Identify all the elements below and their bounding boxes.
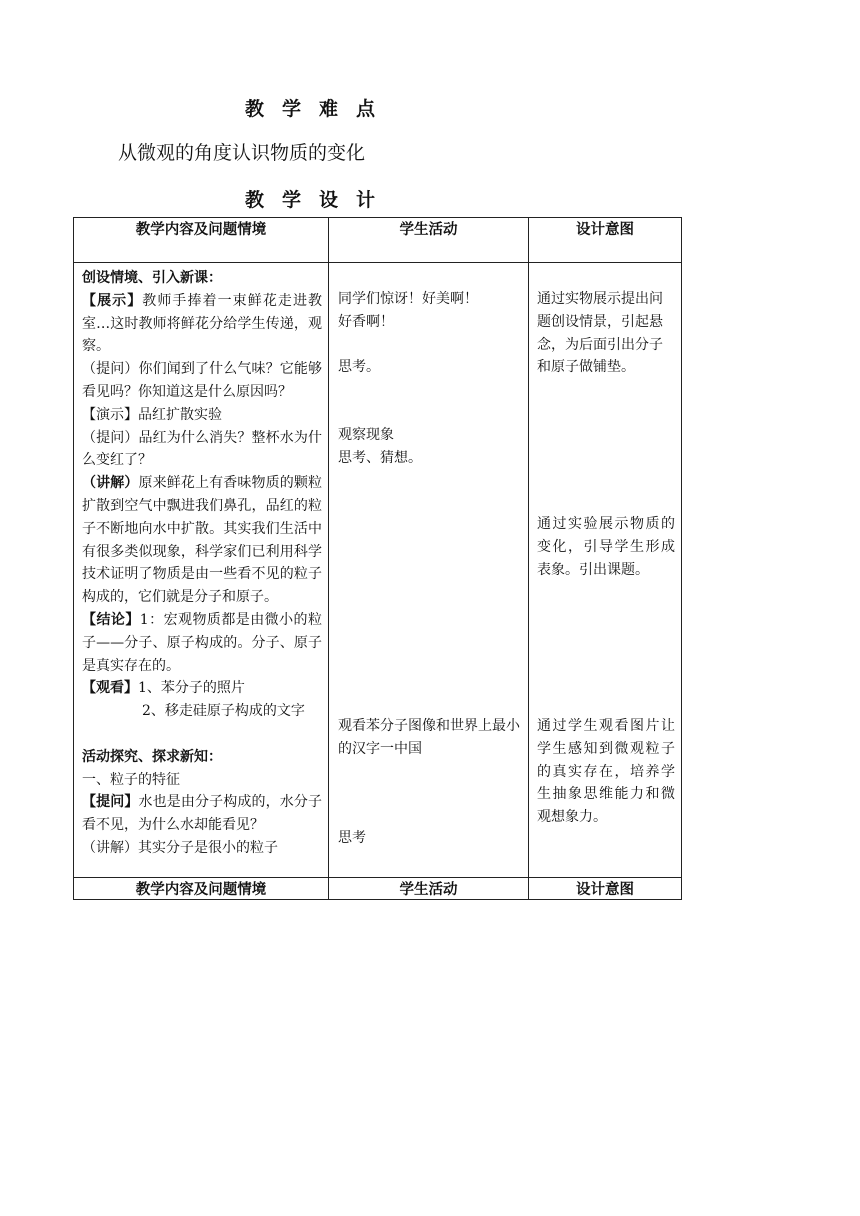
section-explore-title: 活动探究、探求新知： (82, 748, 222, 765)
text-display: 【展示】教师手捧着一束鲜花走进教室…这时教师将鲜花分给学生传递，观察。 (82, 292, 323, 355)
table-footer-row (74, 878, 682, 900)
activity-observe: 观察现象 思考、猜想。 (338, 427, 422, 466)
heading-teaching-design: 教学设计 (245, 189, 394, 211)
design-intent-cell (529, 263, 682, 878)
text-watch: 【观看】1、苯分子的照片 (82, 680, 245, 697)
header-design-intent: 设计意图 (529, 218, 682, 263)
intent-display: 通过实物展示提出问题创设情景，引起悬念，为后面引出分子和原子做铺垫。 (537, 291, 663, 376)
text-demo: 【演示】品红扩散实验 (82, 406, 222, 423)
text-explanation: （讲解）原来鲜花上有香味物质的颗粒扩散到空气中飘进我们鼻孔，品红的粒子不断地向水中扩散。其实我们生活中有很多类似现象，科学家们已利用科学技术证明了物质是由一些看不见的粒子构成的，它们就是分子和原子。 (82, 475, 322, 606)
text-question-2: （提问）品红为什么消失？整杯水为什么变红了？ (82, 429, 322, 469)
text-conclusion: 【结论】1：宏观物质都是由微小的粒子——分子、原子构成的。分子、原子是真实存在的。 (82, 611, 322, 674)
activity-watch-images: 观看苯分子图像和世界上最小的汉字一中国 (338, 718, 520, 757)
section-intro-title: 创设情境、引入新课： (82, 270, 222, 286)
activity-surprise: 同学们惊讶！好美啊！ 好香啊！ (338, 291, 478, 330)
text-question-3: 【提问】水也是由分子构成的，水分子看不见，为什么水却能看见？ (82, 794, 322, 834)
footer-student-activity: 学生活动 (329, 878, 529, 900)
difficulty-description: 从微观的角度认识物质的变化 (118, 142, 366, 164)
heading-teaching-difficulty: 教学难点 (245, 98, 394, 120)
activity-think: 思考。 (338, 359, 380, 375)
header-student-activity: 学生活动 (329, 218, 529, 263)
table-body-row (74, 263, 682, 878)
footer-design-intent: 设计意图 (529, 878, 682, 900)
content-cell (74, 263, 329, 878)
text-particle-features: 一、粒子的特征 (82, 771, 180, 788)
student-activity-cell (329, 263, 529, 878)
text-explanation-2: （讲解）其实分子是很小的粒子 (82, 839, 278, 856)
intent-experiment: 通过实验展示物质的变化，引导学生形成表象。引出课题。 (537, 516, 675, 578)
activity-think-2: 思考 (338, 830, 366, 846)
footer-content: 教学内容及问题情境 (74, 878, 329, 900)
text-watch-2: 2、移走硅原子构成的文字 (142, 703, 305, 720)
intent-images: 通过学生观看图片让学生感知到微观粒子的真实存在，培养学生抽象思维能力和微观想象力。 (537, 718, 675, 826)
lesson-plan-table (73, 217, 682, 900)
table-header-row (74, 218, 682, 263)
text-question-1: （提问）你们闻到了什么气味？它能够看见吗？你知道这是什么原因吗？ (82, 361, 322, 400)
header-content: 教学内容及问题情境 (74, 218, 329, 263)
